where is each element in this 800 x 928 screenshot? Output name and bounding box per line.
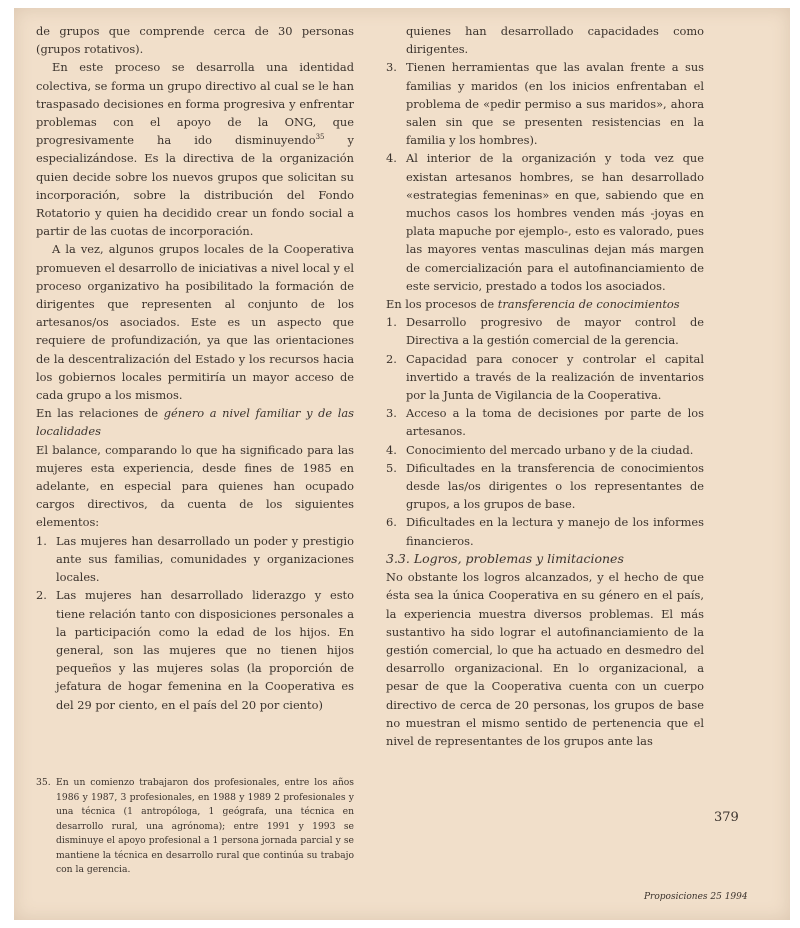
footnote-reference: 35: [315, 133, 325, 142]
list-number: 5.: [386, 460, 397, 475]
list-text: Las mujeres han desarrollado un poder y prestigio ante sus familias, comunidades y organizaciones locales.: [56, 533, 354, 585]
list-item: [386, 441, 704, 459]
list-number: 4.: [386, 442, 397, 457]
page-number: 379: [714, 810, 739, 825]
list-text: Conocimiento del mercado urbano y de la ciudad.: [406, 442, 694, 457]
list-text: Desarrollo progresivo de mayor control de Directiva a la gestión comercial de la gerencia.: [406, 315, 704, 348]
heading-italic: género a nivel familiar y de las localidades: [36, 406, 354, 439]
list-text: Tienen herramientas que las avalan frente a sus familias y maridos (en los inicios enfrentaban el problema de «pedir permiso a sus maridos», ahora salen sin que se presenten resistencias en la familia y los hombres).: [406, 60, 704, 148]
list-number: 2.: [36, 588, 47, 603]
paragraph: de grupos que comprende cerca de 30 personas (grupos rotativos).: [36, 24, 354, 57]
book-page: [14, 8, 790, 920]
list-item: [386, 313, 704, 349]
list-number: 1.: [36, 533, 47, 548]
list-text: Dificultades en la lectura y manejo de los informes financieros.: [406, 515, 704, 548]
list-item: [386, 404, 704, 440]
paragraph-text: En este proceso se desarrolla una identidad colectiva, se forma un grupo directivo al cual se le han traspasado decisiones en forma progresiva y enfrentar problemas con el apoyo de la ONG, que progresivamente ha ido disminuyendo$^{35}$ y especializándose. Es la directiva de la organización quien decide sobre los nuevos grupos que solicitan su incorporación, sobre la distribución del Fondo Rotatorio y quien ha decidido crear un fondo social a partir de las cuotas de incorporación.: [36, 60, 354, 239]
list-text: Dificultades en la transferencia de conocimientos desde las/os dirigentes o los representantes de grupos, a los grupos de base.: [406, 460, 704, 512]
list-number: 6.: [386, 515, 397, 530]
list-item: [36, 586, 354, 713]
heading-prefix: En los procesos de: [386, 297, 498, 312]
section-heading-transfer: [386, 295, 704, 313]
list-text: Acceso a la toma de decisiones por parte de los artesanos.: [406, 406, 704, 439]
heading-italic: transferencia de conocimientos: [497, 297, 680, 312]
section-title: 3.3. Logros, problemas y limitaciones: [386, 550, 624, 566]
list-item: [386, 149, 704, 295]
gender-list: [36, 532, 354, 714]
paragraph: No obstante los logros alcanzados, y el hecho de que ésta sea la única Cooperativa en su género en el país, la experiencia muestra diversos problemas. El más sustantivo ha sido lograr el autofinanciamiento de la gestión comercial, lo que ha actuado en desmedro del desarrollo organizacional. En lo organizacional, a pesar de que la Cooperativa cuenta con un cuerpo directivo de cerca de 20 personas, los grupos de base no muestran el mismo sentido de pertenencia que el nivel de representantes de los grupos ante las: [386, 570, 704, 748]
list-text: Capacidad para conocer y controlar el capital invertido a través de la realización de inventarios por la Junta de Vigilancia de la Cooperativa.: [406, 351, 704, 403]
footnote-text: En un comienzo trabajaron dos profesionales, entre los años 1986 y 1987, 3 profesionales, en 1988 y 1989 2 profesionales y una técnica (1 antropóloga, 1 geógrafa, una técnica en desarrollo rural, una agrónoma); entre 1991 y 1993 se disminuye el apoyo profesional a 1 persona jornada parcial y se mantiene la técnica en desarrollo rural que continúa su trabajo con la gerencia.: [56, 777, 354, 875]
list-number: 3.: [386, 60, 397, 75]
list-item: [36, 532, 354, 587]
left-column: [36, 22, 354, 714]
gender-list-continued: [386, 58, 704, 295]
paragraph: quienes han desarrollado capacidades como dirigentes.: [406, 24, 704, 57]
right-column: [386, 22, 704, 750]
list-text: Al interior de la organización y toda vez que existan artesanos hombres, se han desarrollado «estrategias femeninas» en que, sabiendo que en muchos casos los hombres venden más -joyas en plata mapuche por ejemplo-, esto es valorado, pues las mayores ventas masculinas dejan más margen de comercialización para el autofinanciamiento de este servicio, prestado a todos los asociados.: [406, 151, 704, 293]
list-item: [386, 58, 704, 149]
list-item: [386, 459, 704, 514]
paragraph: [36, 58, 354, 240]
list-number: 2.: [386, 351, 397, 366]
paragraph: El balance, comparando lo que ha significado para las mujeres esta experiencia, desde fines de 1985 en adelante, en especial para quienes han ocupado cargos directivos, da cuenta de los siguientes elementos:: [36, 442, 354, 530]
heading-prefix: En las relaciones de: [36, 406, 164, 421]
paragraph: A la vez, algunos grupos locales de la Cooperativa promueven el desarrollo de iniciativas a nivel local y el proceso organizativo ha posibilitado la formación de dirigentes que representen al conjunto de los artesanos/os asociados. Este es un aspecto que requiere de profundización, ya que las orientaciones de la descentralización del Estado y los recursos hacia los gobiernos locales permitiría un mayor acceso de cada grupo a los mismos.: [36, 242, 354, 403]
running-footer: Proposiciones 25 1994: [644, 892, 748, 902]
list-number: 1.: [386, 315, 397, 330]
section-heading-gender: [36, 404, 354, 440]
footnote: [36, 776, 354, 878]
list-item: [386, 350, 704, 405]
list-item: [386, 513, 704, 549]
footnote-number: 35.: [36, 777, 51, 788]
list-number: 4.: [386, 151, 397, 166]
list-number: 3.: [386, 406, 397, 421]
transfer-list: [386, 313, 704, 550]
list-text: Las mujeres han desarrollado liderazgo y esto tiene relación tanto con disposiciones personales a la participación como la edad de los hijos. En general, son las mujeres que no tienen hijos pequeños y las mujeres solas (la proporción de jefatura de hogar femenina en la Cooperativa es del 29 por ciento, en el país del 20 por ciento): [56, 588, 354, 712]
